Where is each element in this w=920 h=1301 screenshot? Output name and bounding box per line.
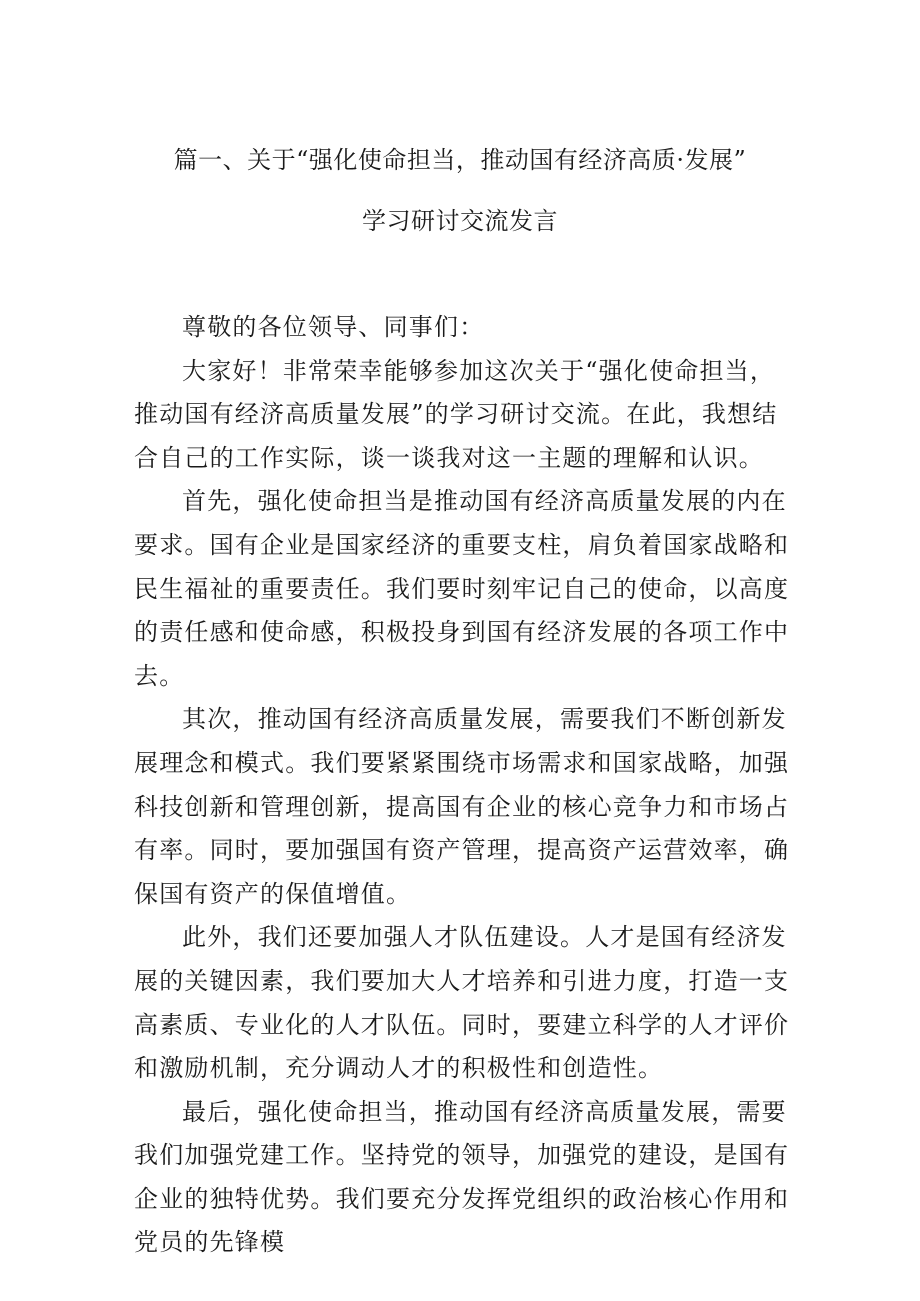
document-body bbox=[134, 306, 790, 1265]
paragraph-second-point: 其次，推动国有经济高质量发展，需要我们不断创新发展理念和模式。我们要紧紧围绕市场需求和国家战略，加强科技创新和管理创新，提高国有企业的核心竞争力和市场占有率。同时，要加强国有资产管理，提高资产运营效率，确保国有资产的保值增值。 bbox=[134, 705, 790, 908]
document-title-line1: 篇一、关于“强化使命担当，推动国有经济高质·发展” bbox=[173, 146, 747, 174]
document-title-line2: 学习研讨交流发言 bbox=[362, 207, 558, 235]
paragraph-intro: 大家好！非常荣幸能够参加这次关于“强化使命担当，推动国有经济高质量发展”的学习研讨交流。在此，我想结合自己的工作实际，谈一谈我对这一主题的理解和认识。 bbox=[134, 356, 778, 472]
paragraph-final-point: 最后，强化使命担当，推动国有经济高质量发展，需要我们加强党建工作。坚持党的领导，加强党的建设，是国有企业的独特优势。我们要充分发挥党组织的政治核心作用和党员的先锋模 bbox=[134, 1097, 790, 1257]
paragraph-third-point: 此外，我们还要加强人才队伍建设。人才是国有经济发展的关键因素，我们要加大人才培养和引进力度，打造一支高素质、专业化的人才队伍。同时，要建立科学的人才评价和激励机制，充分调动人才的积极性和创造性。 bbox=[134, 923, 790, 1083]
greeting: 尊敬的各位领导、同事们： bbox=[182, 313, 485, 341]
paragraph-first-point: 首先，强化使命担当是推动国有经济高质量发展的内在要求。国有企业是国家经济的重要支柱，肩负着国家战略和民生福祉的重要责任。我们要时刻牢记自己的使命，以高度的责任感和使命感，积极投身到国有经济发展的各项工作中去。 bbox=[134, 487, 790, 690]
